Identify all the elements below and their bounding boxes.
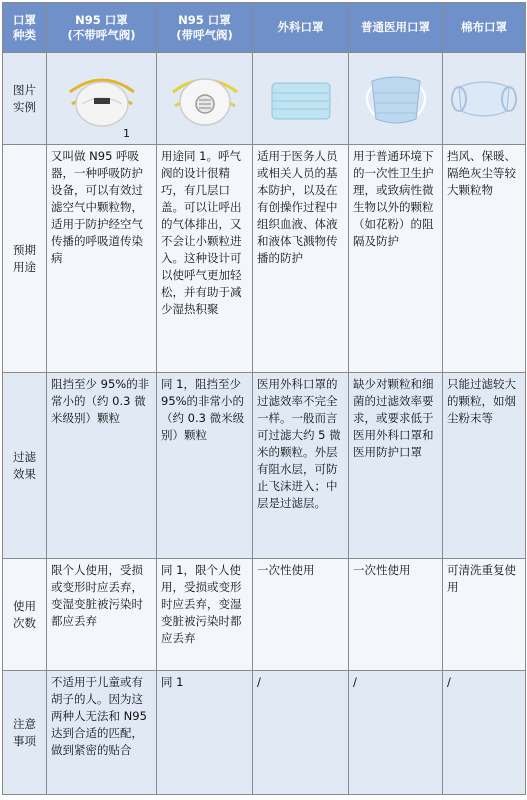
- cotton-mask-icon: [447, 71, 521, 127]
- image-row: [3, 53, 526, 145]
- uses-cell-medical: 一次性使用: [349, 559, 443, 671]
- usage-cell-surgical: 适用于医务人员或相关人员的基本防护，以及在有创操作过程中组织血液、体液和液体飞溅物传播的防护: [253, 145, 349, 373]
- image-number-label: 1: [123, 127, 130, 140]
- usage-row: [3, 145, 526, 373]
- usage-cell-medical: 用于普通环境下的一次性卫生护理，或致病性微生物以外的颗粒（如花粉）的阻隔及防护: [349, 145, 443, 373]
- image-cell-n95-valve: [157, 53, 253, 145]
- image-cell-surgical: [253, 53, 349, 145]
- corner-header: 口罩 种类: [3, 3, 47, 53]
- row-label-notes: 注意 事项: [3, 671, 47, 795]
- uses-row: [3, 559, 526, 671]
- filter-cell-cotton: 只能过滤较大的颗粒，如烟尘粉末等: [443, 373, 526, 559]
- usage-cell-n95-valve: 用途同 1。呼气阀的设计很精巧，有几层口盖。可以让呼出的气体排出，又不会让小颗粒进入。这种设计可以使呼气更加轻松，并有助于减少湿热积聚: [157, 145, 253, 373]
- notes-cell-surgical: /: [253, 671, 349, 795]
- notes-cell-cotton: /: [443, 671, 526, 795]
- column-header-n95-valve: N95 口罩 (带呼气阀): [157, 3, 253, 53]
- notes-cell-medical: /: [349, 671, 443, 795]
- row-label-usage: 预期 用途: [3, 145, 47, 373]
- uses-cell-n95-valve: 同 1，限个人使用，受损或变形时应丢弃，变湿变脏被污染时都应丢弃: [157, 559, 253, 671]
- image-cell-medical: [349, 53, 443, 145]
- filter-row: [3, 373, 526, 559]
- n95-no-valve-mask-icon: [60, 64, 144, 134]
- mask-comparison-table: [2, 2, 526, 795]
- usage-cell-cotton: 挡风、保暖、隔绝灰尘等较大颗粒物: [443, 145, 526, 373]
- uses-cell-cotton: 可清洗重复使用: [443, 559, 526, 671]
- column-header-medical: 普通医用口罩: [349, 3, 443, 53]
- filter-cell-medical: 缺少对颗粒和细菌的过滤效率要求，或要求低于医用外科口罩和医用防护口罩: [349, 373, 443, 559]
- filter-cell-n95-no-valve: 阻挡至少 95%的非常小的（约 0.3 微米级别）颗粒: [47, 373, 157, 559]
- column-header-surgical: 外科口罩: [253, 3, 349, 53]
- column-header-n95-no-valve: N95 口罩 (不带呼气阀): [47, 3, 157, 53]
- surgical-mask-icon: [258, 69, 344, 129]
- column-header-cotton: 棉布口罩: [443, 3, 526, 53]
- uses-cell-surgical: 一次性使用: [253, 559, 349, 671]
- usage-cell-n95-no-valve: 又叫做 N95 呼吸器，一种呼吸防护设备，可以有效过滤空气中颗粒物，适用于防护经空气传播的呼吸道传染病: [47, 145, 157, 373]
- notes-row: [3, 671, 526, 795]
- row-label-uses: 使用 次数: [3, 559, 47, 671]
- medical-mask-icon: [354, 67, 438, 131]
- image-cell-n95-no-valve: [47, 53, 157, 145]
- n95-valve-mask-icon: [163, 64, 247, 134]
- notes-cell-n95-no-valve: 不适用于儿童或有胡子的人。因为这两种人无法和 N95 达到合适的匹配，做到紧密的贴合: [47, 671, 157, 795]
- filter-cell-n95-valve: 同 1，阻挡至少 95%的非常小的（约 0.3 微米级别）颗粒: [157, 373, 253, 559]
- row-label-image: 图片 实例: [3, 53, 47, 145]
- header-row: [3, 3, 526, 53]
- uses-cell-n95-no-valve: 限个人使用，受损或变形时应丢弃，变湿变脏被污染时都应丢弃: [47, 559, 157, 671]
- image-cell-cotton: [443, 53, 526, 145]
- row-label-filter: 过滤 效果: [3, 373, 47, 559]
- notes-cell-n95-valve: 同 1: [157, 671, 253, 795]
- filter-cell-surgical: 医用外科口罩的过滤效率不完全一样。一般而言可过滤大约 5 微米的颗粒。外层有阻水层，可防止飞沫进入；中层是过滤层。: [253, 373, 349, 559]
